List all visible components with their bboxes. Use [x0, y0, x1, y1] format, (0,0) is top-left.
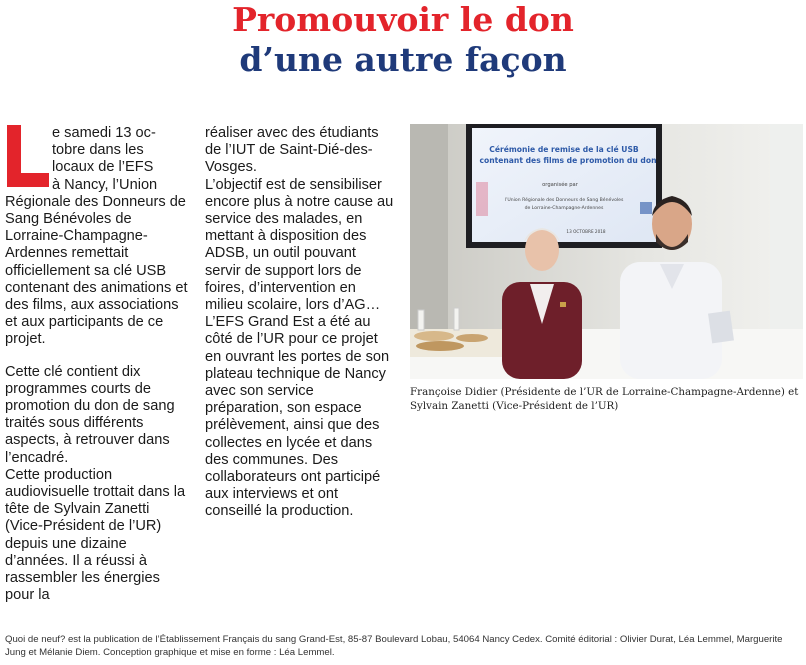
col2-paragraph-2: L’objectif est de sensibiliser encore plus à notre cause au service des malades, en mettant à disposition des ADSB, un outil pouvant servir de support lors de foires, d’intervention en milieu scolaire, lors d’AG…: [205, 176, 394, 314]
screen-text-line-1: Cérémonie de remise de la clé USB: [489, 145, 639, 154]
screen-text-line-3: organisée par: [542, 182, 578, 188]
screen-text-line-5: de Lorraine-Champagne-Ardennes: [524, 206, 604, 211]
svg-text:L: L: [5, 125, 6, 126]
publication-footer: Quoi de neuf? est la publication de l’Établissement Français du sang Grand-Est, 85-87 Boulevard Lobau, 54064 Nancy Cedex. Comité éditorial : Olivier Durat, Léa Lemmel, Marguerite Jung et Mélanie Diem. Conception graphique et mise en forme : Léa Lemmel.: [5, 634, 783, 658]
screen-text-line-2: contenant des films de promotion du don: [479, 156, 657, 165]
col1-line-2: tobre dans les: [52, 142, 144, 159]
headline-line-1: Promouvoir le don: [232, 0, 574, 39]
photo-caption: Françoise Didier (Présidente de l’UR de Lorraine-Champagne-Ardenne) et Sylvain Zanetti (Vice-Président de l’UR): [410, 386, 799, 412]
event-photo: [410, 124, 803, 379]
headline-line-2: d’une autre façon: [239, 40, 567, 79]
article-column-2: [205, 125, 395, 521]
col1-paragraph-3: Cette production audiovisuelle trottait dans la tête de Sylvain Zanetti (Vice-Président de l’UR) depuis une dizaine d’années. Il a réussi à rassembler les énergies pour la: [5, 466, 186, 604]
col2-paragraph-3: L’EFS Grand Est a été au côté de l’UR pour ce projet en ouvrant les portes de son plateau technique de Nancy avec son service préparation, son espace prélèvement, ainsi que des collectes en lycée et dans des communes. Des collaborateurs ont participé aux interviews et ont conseillé la production.: [205, 314, 390, 520]
col2-paragraph-1: réaliser avec des étudiants de l’IUT de Saint-Dié-des-Vosges.: [205, 125, 379, 176]
col1-paragraph-1-rest: Régionale des Donneurs de Sang Bénévoles de Lorraine-Champagne-Ardennes remettait officiellement sa clé USB contenant des animations et des films, aux associations et aux participants de ce projet.: [5, 193, 188, 348]
col1-line-1: e samedi 13 oc-: [52, 125, 156, 141]
col1-line-3: locaux de l’EFS: [52, 159, 154, 176]
col1-line-4: à Nancy, l’Union: [52, 176, 158, 193]
col1-paragraph-2: Cette clé contient dix programmes courts de promotion du don de sang traités sous différents aspects, à retrouver dans l’encadré.: [5, 363, 175, 466]
screen-text-line-4: l’Union Régionale des Donneurs de Sang Bénévoles: [504, 198, 624, 203]
screen-text-line-6: 13 OCTOBRE 2018: [566, 229, 606, 234]
article-column-1: [5, 125, 191, 604]
